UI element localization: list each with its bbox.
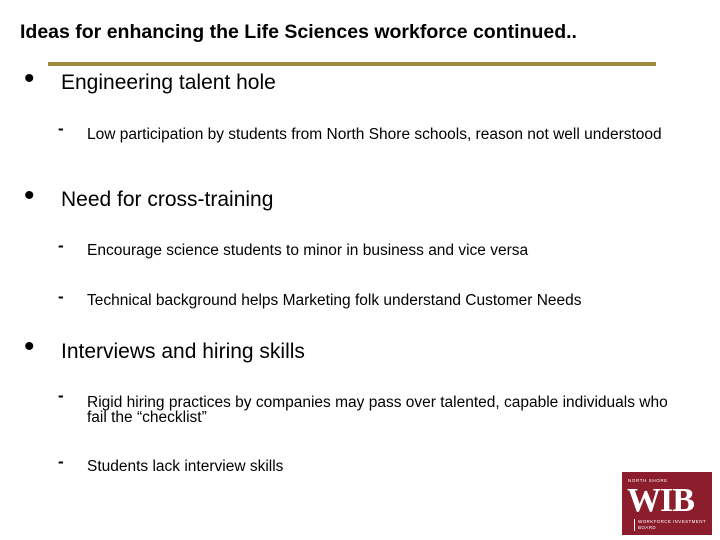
section-heading: Need for cross-training xyxy=(61,188,274,211)
section-heading: Interviews and hiring skills xyxy=(61,340,305,363)
bullet-icon: • xyxy=(24,330,35,363)
dash-icon: - xyxy=(58,287,64,306)
logo-mark: WIB xyxy=(627,482,694,519)
logo-bottom-text: WORKFORCE INVESTMENT BOARD xyxy=(634,519,712,531)
sub-item: Rigid hiring practices by companies may pass over talented, capable individuals who fail the “checklist” xyxy=(87,394,668,426)
sub-item: Technical background helps Marketing folk understand Customer Needs xyxy=(87,292,582,309)
dash-icon: - xyxy=(58,452,64,471)
bullet-icon: • xyxy=(24,62,35,95)
dash-icon: - xyxy=(58,119,64,138)
sub-item: Low participation by students from North Shore schools, reason not well understood xyxy=(87,126,662,143)
section-heading: Engineering talent hole xyxy=(61,71,276,94)
sub-item: Encourage science students to minor in business and vice versa xyxy=(87,242,529,259)
wib-logo xyxy=(622,472,712,535)
sub-item: Students lack interview skills xyxy=(87,458,284,475)
dash-icon: - xyxy=(58,236,64,255)
title-rule xyxy=(48,62,656,66)
logo-top-text: NORTH SHORE xyxy=(628,478,668,483)
dash-icon: - xyxy=(58,386,64,405)
slide-title: Ideas for enhancing the Life Sciences workforce continued.. xyxy=(20,21,577,43)
bullet-icon: • xyxy=(24,179,35,212)
